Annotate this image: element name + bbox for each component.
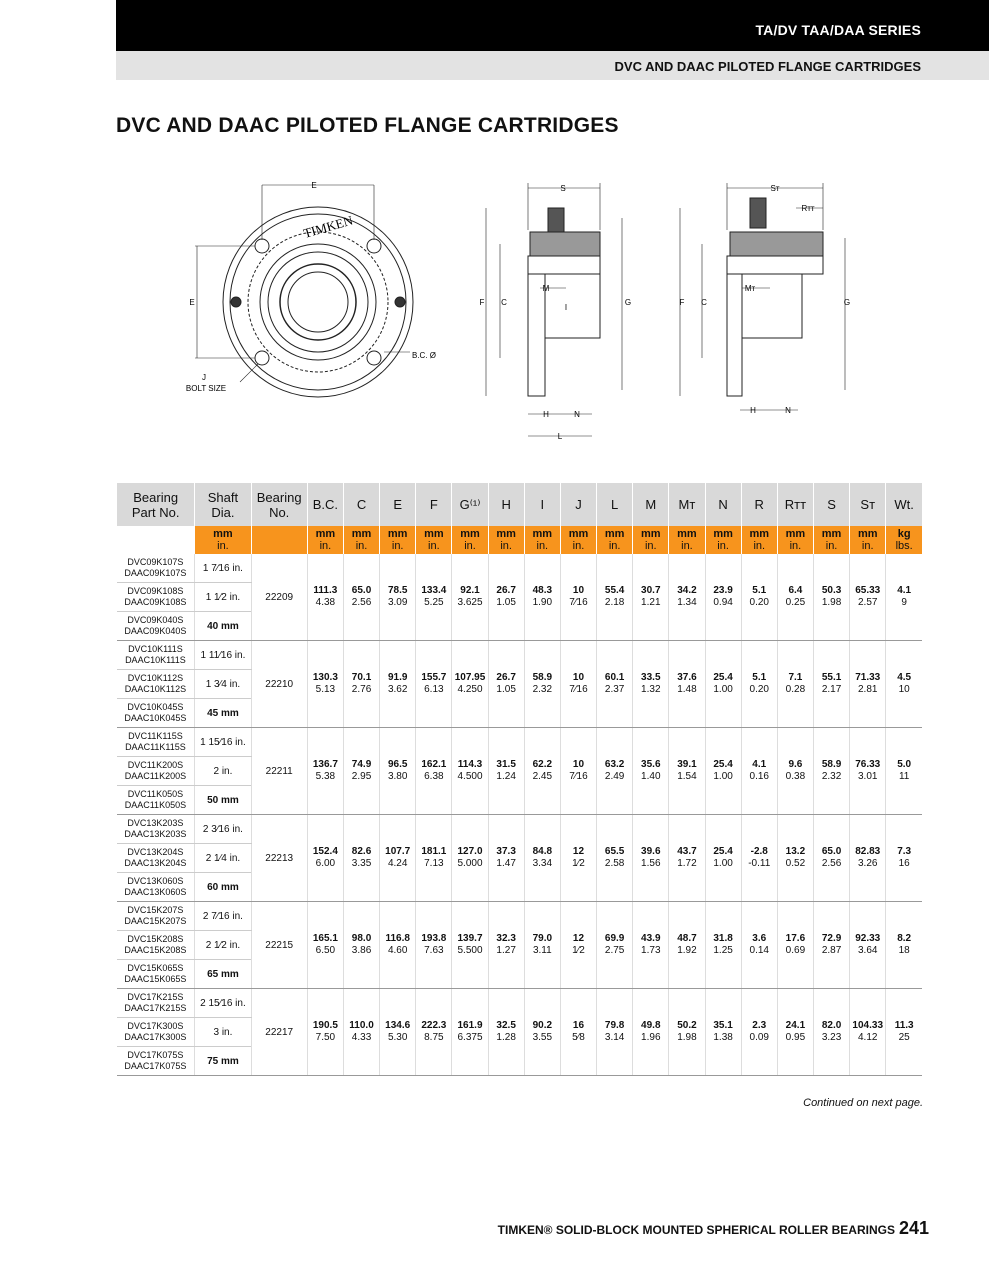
shaft-dia: 2 15⁄16 in.: [195, 989, 251, 1018]
continued-note: Continued on next page.: [803, 1097, 923, 1109]
dimension-value: 134.6 5.30: [380, 989, 416, 1076]
units-col: mm in.: [380, 526, 416, 554]
dimension-value: 49.8 1.96: [633, 989, 669, 1076]
side-view-1: [486, 183, 622, 436]
dimension-value: 116.8 4.60: [380, 902, 416, 989]
units-col: mm in.: [597, 526, 633, 554]
dimension-value: 32.5 1.28: [488, 989, 524, 1076]
dimension-value: 39.6 1.56: [633, 815, 669, 902]
dimension-value: 96.5 3.80: [380, 728, 416, 815]
dimension-value: 50.2 1.98: [669, 989, 705, 1076]
units-col: mm in.: [633, 526, 669, 554]
dimension-value: 71.33 2.81: [850, 641, 886, 728]
dimension-value: 2.3 0.09: [741, 989, 777, 1076]
dimension-value: 32.3 1.27: [488, 902, 524, 989]
part-number: DVC13K204S DAAC13K204S: [117, 844, 195, 873]
part-number: DVC13K060S DAAC13K060S: [117, 873, 195, 902]
dim-g: G: [624, 298, 632, 307]
part-number: DVC13K203S DAAC13K203S: [117, 815, 195, 844]
units-col: mm in.: [850, 526, 886, 554]
dimension-value: 74.9 2.95: [343, 728, 379, 815]
dimension-value: 82.6 3.35: [343, 815, 379, 902]
dim-e-side: E: [189, 298, 195, 307]
shaft-dia: 2 1⁄2 in.: [195, 931, 251, 960]
bolt-size-label: BOLT SIZE: [185, 384, 227, 393]
dimension-value: 139.7 5.500: [452, 902, 488, 989]
technical-drawing: [0, 0, 989, 470]
units-col: mm in.: [777, 526, 813, 554]
units-col: mm in.: [560, 526, 596, 554]
dimension-value: 62.2 2.45: [524, 728, 560, 815]
units-col: mm in.: [705, 526, 741, 554]
dimension-value: 165.1 6.50: [307, 902, 343, 989]
footer-text: TIMKEN® SOLID-BLOCK MOUNTED SPHERICAL ROLLER BEARINGS: [497, 1223, 895, 1237]
dimension-value: 10 7⁄16: [560, 641, 596, 728]
dimension-value: 50.3 1.98: [813, 554, 849, 641]
dimension-value: 114.3 4.500: [452, 728, 488, 815]
shaft-dia: 2 in.: [195, 757, 251, 786]
units-col: mm in.: [741, 526, 777, 554]
shaft-dia: 65 mm: [195, 960, 251, 989]
dimension-value: 190.5 7.50: [307, 989, 343, 1076]
dimension-value: 43.9 1.73: [633, 902, 669, 989]
dim-f: F: [479, 298, 485, 307]
shaft-dia: 1 15⁄16 in.: [195, 728, 251, 757]
shaft-dia: 1 7⁄16 in.: [195, 554, 251, 583]
dimension-value: 26.7 1.05: [488, 641, 524, 728]
dimension-value: 10 7⁄16: [560, 554, 596, 641]
shaft-dia: 45 mm: [195, 699, 251, 728]
part-number: DVC11K115S DAAC11K115S: [117, 728, 195, 757]
dim-rtt: Rᴛᴛ: [801, 204, 815, 213]
dimension-value: 60.1 2.37: [597, 641, 633, 728]
units-col: mm in.: [343, 526, 379, 554]
dim-l: L: [557, 432, 563, 441]
dimension-value: 25.4 1.00: [705, 641, 741, 728]
header-col: J: [560, 483, 596, 526]
part-number: DVC10K045S DAAC10K045S: [117, 699, 195, 728]
bearing-number: 22213: [251, 815, 307, 902]
dimension-value: 193.8 7.63: [416, 902, 452, 989]
header-col: M: [633, 483, 669, 526]
part-number: DVC09K107S DAAC09K107S: [117, 554, 195, 583]
units-col: mm in.: [488, 526, 524, 554]
dimensions-table: [116, 483, 922, 1076]
part-number: DVC09K108S DAAC09K108S: [117, 583, 195, 612]
table-row: [117, 815, 923, 844]
dimension-value: 78.5 3.09: [380, 554, 416, 641]
front-view: [195, 185, 413, 397]
dimension-value: 5.0 11: [886, 728, 922, 815]
part-number: DVC17K215S DAAC17K215S: [117, 989, 195, 1018]
dimension-value: 92.1 3.625: [452, 554, 488, 641]
dimension-value: 92.33 3.64: [850, 902, 886, 989]
shaft-dia: 2 3⁄16 in.: [195, 815, 251, 844]
part-number: DVC15K065S DAAC15K065S: [117, 960, 195, 989]
dimension-value: 33.5 1.32: [633, 641, 669, 728]
shaft-dia: 2 1⁄4 in.: [195, 844, 251, 873]
dimension-value: 37.3 1.47: [488, 815, 524, 902]
dim-c2: C: [701, 298, 707, 307]
part-number: DVC17K075S DAAC17K075S: [117, 1047, 195, 1076]
dim-f2: F: [679, 298, 685, 307]
shaft-dia: 2 7⁄16 in.: [195, 902, 251, 931]
dimension-value: 11.3 25: [886, 989, 922, 1076]
bearing-number: 22217: [251, 989, 307, 1076]
dimension-value: 35.1 1.38: [705, 989, 741, 1076]
dimension-value: 79.0 3.11: [524, 902, 560, 989]
dimension-value: 4.5 10: [886, 641, 922, 728]
dimension-value: 70.1 2.76: [343, 641, 379, 728]
header-col: L: [597, 483, 633, 526]
bearing-number: 22215: [251, 902, 307, 989]
dim-mt: Mᴛ: [744, 284, 756, 293]
dimension-value: 43.7 1.72: [669, 815, 705, 902]
dimension-value: 35.6 1.40: [633, 728, 669, 815]
dimension-value: 152.4 6.00: [307, 815, 343, 902]
dimension-value: 31.8 1.25: [705, 902, 741, 989]
dim-i: I: [564, 303, 568, 312]
units-col: mm in.: [416, 526, 452, 554]
header-col: C: [343, 483, 379, 526]
dimension-value: 162.1 6.38: [416, 728, 452, 815]
header-part: Bearing Part No.: [117, 483, 195, 526]
dimension-value: 65.33 2.57: [850, 554, 886, 641]
header-col: Mᴛ: [669, 483, 705, 526]
dimension-value: 31.5 1.24: [488, 728, 524, 815]
header-row: [117, 483, 923, 526]
header-col: B.C.: [307, 483, 343, 526]
table-row: [117, 902, 923, 931]
dimension-value: 111.3 4.38: [307, 554, 343, 641]
dim-h2: H: [750, 406, 756, 415]
dimension-value: 110.0 4.33: [343, 989, 379, 1076]
header-col: N: [705, 483, 741, 526]
units-col: mm in.: [307, 526, 343, 554]
units-col: kg lbs.: [886, 526, 922, 554]
dimension-value: 222.3 8.75: [416, 989, 452, 1076]
dim-n2: N: [785, 406, 791, 415]
dimension-value: 48.7 1.92: [669, 902, 705, 989]
dim-st: Sᴛ: [770, 184, 780, 193]
dimension-value: 13.2 0.52: [777, 815, 813, 902]
dimension-value: 107.95 4.250: [452, 641, 488, 728]
dimension-value: 9.6 0.38: [777, 728, 813, 815]
header-col: S: [813, 483, 849, 526]
series-title: TA/DV TAA/DAA SERIES: [755, 22, 921, 38]
dimension-value: 181.1 7.13: [416, 815, 452, 902]
shaft-dia: 3 in.: [195, 1018, 251, 1047]
header-bearing: Bearing No.: [251, 483, 307, 526]
dimension-value: 127.0 5.000: [452, 815, 488, 902]
dim-m: M: [542, 284, 550, 293]
shaft-dia: 1 1⁄2 in.: [195, 583, 251, 612]
table-row: [117, 728, 923, 757]
side-view-2: [680, 183, 845, 410]
header-col: R: [741, 483, 777, 526]
table-row: [117, 641, 923, 670]
header-col: E: [380, 483, 416, 526]
bearing-number: 22211: [251, 728, 307, 815]
bearing-number: 22209: [251, 554, 307, 641]
dimension-value: 34.2 1.34: [669, 554, 705, 641]
shaft-dia: 50 mm: [195, 786, 251, 815]
dimension-value: 4.1 0.16: [741, 728, 777, 815]
header-col: G⁽¹⁾: [452, 483, 488, 526]
dimension-value: 63.2 2.49: [597, 728, 633, 815]
bc-label: B.C. Ø: [412, 351, 437, 360]
table-row: [117, 989, 923, 1018]
dimension-value: 12 1⁄2: [560, 815, 596, 902]
dimension-value: 12 1⁄2: [560, 902, 596, 989]
dimension-value: 69.9 2.75: [597, 902, 633, 989]
dimension-value: 17.6 0.69: [777, 902, 813, 989]
dimension-value: 161.9 6.375: [452, 989, 488, 1076]
part-number: DVC11K200S DAAC11K200S: [117, 757, 195, 786]
dimension-value: 4.1 9: [886, 554, 922, 641]
dimension-value: 130.3 5.13: [307, 641, 343, 728]
part-number: DVC17K300S DAAC17K300S: [117, 1018, 195, 1047]
units-shaft: mm in.: [195, 526, 251, 554]
header-col: Wt.: [886, 483, 922, 526]
dimension-value: 7.1 0.28: [777, 641, 813, 728]
part-number: DVC10K111S DAAC10K111S: [117, 641, 195, 670]
dimension-value: 84.8 3.34: [524, 815, 560, 902]
dimension-value: 10 7⁄16: [560, 728, 596, 815]
shaft-dia: 1 11⁄16 in.: [195, 641, 251, 670]
dimension-value: 136.7 5.38: [307, 728, 343, 815]
shaft-dia: 60 mm: [195, 873, 251, 902]
part-number: DVC10K112S DAAC10K112S: [117, 670, 195, 699]
dimension-value: 48.3 1.90: [524, 554, 560, 641]
shaft-dia: 1 3⁄4 in.: [195, 670, 251, 699]
dim-e-top: E: [311, 181, 317, 190]
dimension-value: 72.9 2.87: [813, 902, 849, 989]
dimension-value: 24.1 0.95: [777, 989, 813, 1076]
units-col: mm in.: [452, 526, 488, 554]
header-col: F: [416, 483, 452, 526]
shaft-dia: 40 mm: [195, 612, 251, 641]
dim-c: C: [501, 298, 507, 307]
dimension-value: 58.9 2.32: [524, 641, 560, 728]
dimension-value: 133.4 5.25: [416, 554, 452, 641]
part-number: DVC15K208S DAAC15K208S: [117, 931, 195, 960]
header-col: Sᴛ: [850, 483, 886, 526]
dimension-value: 7.3 16: [886, 815, 922, 902]
dimension-value: 5.1 0.20: [741, 554, 777, 641]
units-col: mm in.: [669, 526, 705, 554]
timken-logo: TIMKEN: [301, 212, 355, 241]
dimension-value: 76.33 3.01: [850, 728, 886, 815]
dimension-value: 98.0 3.86: [343, 902, 379, 989]
header-col: H: [488, 483, 524, 526]
dimension-value: 65.0 2.56: [343, 554, 379, 641]
units-col: mm in.: [524, 526, 560, 554]
dimension-value: 65.5 2.58: [597, 815, 633, 902]
dimension-value: 55.4 2.18: [597, 554, 633, 641]
bearing-number: 22210: [251, 641, 307, 728]
dimension-value: 25.4 1.00: [705, 815, 741, 902]
dimension-value: 25.4 1.00: [705, 728, 741, 815]
dimension-value: 90.2 3.55: [524, 989, 560, 1076]
dimension-value: 55.1 2.17: [813, 641, 849, 728]
dimension-value: 3.6 0.14: [741, 902, 777, 989]
dimension-value: 91.9 3.62: [380, 641, 416, 728]
dimension-value: 26.7 1.05: [488, 554, 524, 641]
j-label: J: [202, 373, 206, 382]
units-col: mm in.: [813, 526, 849, 554]
header-col: I: [524, 483, 560, 526]
section-title: DVC AND DAAC PILOTED FLANGE CARTRIDGES: [614, 59, 921, 74]
dim-g2: G: [843, 298, 851, 307]
dim-s: S: [560, 184, 566, 193]
dimension-value: 37.6 1.48: [669, 641, 705, 728]
dimension-value: 65.0 2.56: [813, 815, 849, 902]
table-row: [117, 554, 923, 583]
dimension-value: 5.1 0.20: [741, 641, 777, 728]
page-number: 241: [898, 1218, 929, 1238]
dimension-value: 16 5⁄8: [560, 989, 596, 1076]
dimension-value: 107.7 4.24: [380, 815, 416, 902]
dimension-value: 6.4 0.25: [777, 554, 813, 641]
units-row: [117, 526, 923, 554]
header-col: Rᴛᴛ: [777, 483, 813, 526]
dimension-value: 82.83 3.26: [850, 815, 886, 902]
dimension-value: 82.0 3.23: [813, 989, 849, 1076]
dimension-value: 79.8 3.14: [597, 989, 633, 1076]
dimension-value: -2.8 -0.11: [741, 815, 777, 902]
dimension-value: 8.2 18: [886, 902, 922, 989]
dimension-value: 104.33 4.12: [850, 989, 886, 1076]
shaft-dia: 75 mm: [195, 1047, 251, 1076]
dim-n: N: [574, 410, 580, 419]
dim-h: H: [543, 410, 549, 419]
part-number: DVC11K050S DAAC11K050S: [117, 786, 195, 815]
part-number: DVC09K040S DAAC09K040S: [117, 612, 195, 641]
header-shaft: Shaft Dia.: [195, 483, 251, 526]
dimension-value: 23.9 0.94: [705, 554, 741, 641]
dimension-value: 155.7 6.13: [416, 641, 452, 728]
dimension-value: 30.7 1.21: [633, 554, 669, 641]
page-title: DVC AND DAAC PILOTED FLANGE CARTRIDGES: [116, 114, 619, 137]
page-footer: [498, 1218, 929, 1239]
dimension-value: 58.9 2.32: [813, 728, 849, 815]
dimension-value: 39.1 1.54: [669, 728, 705, 815]
part-number: DVC15K207S DAAC15K207S: [117, 902, 195, 931]
